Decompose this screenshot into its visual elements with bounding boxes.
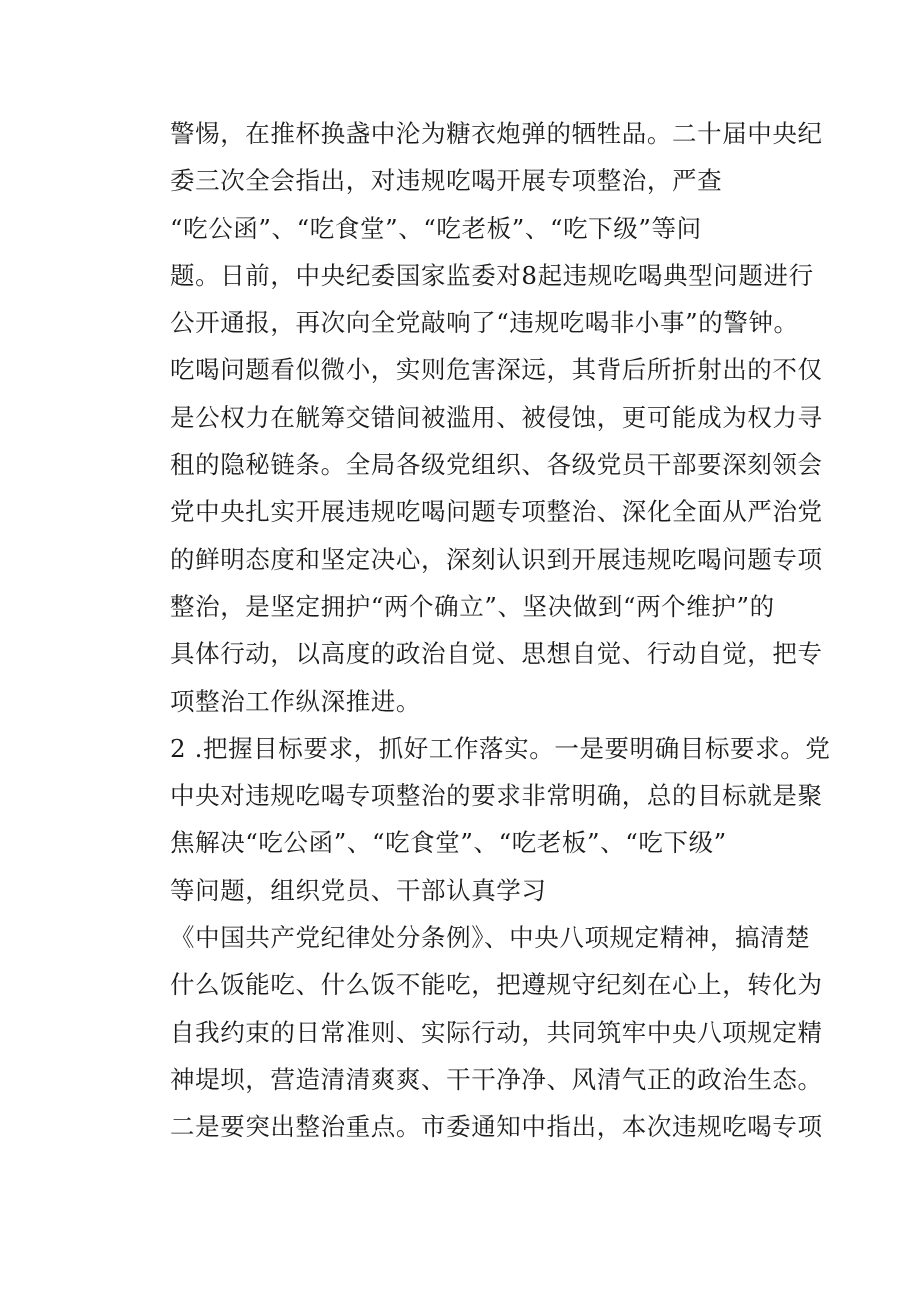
text-line: 整治，是坚定拥护“两个确立”、坚决做到“两个维护”的: [170, 591, 775, 621]
text-line: 的鲜明态度和坚定决心，深刻认识到开展违规吃喝问题专项: [170, 544, 823, 574]
text-line: 等问题，组织党员、干部认真学习: [170, 875, 547, 905]
text-line: 委三次全会指出，对违规吃喝开展专项整治，严查: [170, 166, 723, 196]
text-line: 2 .把握目标要求，抓好工作落实。一是要明确目标要求。党: [170, 733, 831, 763]
text-line: 《中国共产党纪律处分条例》、中央八项规定精神，搞清楚: [170, 923, 811, 953]
text-line: “吃公函”、“吃食堂”、“吃老板”、“吃下级”等问: [170, 213, 702, 243]
text-line: 自我约束的日常准则、实际行动，共同筑牢中央八项规定精: [170, 1017, 823, 1047]
text-line: 二是要突出整治重点。市委通知中指出，本次违规吃喝专项: [170, 1112, 823, 1142]
text-line: 什么饭能吃、什么饭不能吃，把遵规守纪刻在心上，转化为: [170, 970, 823, 1000]
text-line: 党中央扎实开展违规吃喝问题专项整治、深化全面从严治党: [170, 497, 823, 527]
text-line: 警惕，在推杯换盏中沦为糖衣炮弹的牺牲品。二十届中央纪: [170, 119, 823, 148]
text-line: 神堤坝，营造清清爽爽、干干净净、风清气正的政治生态。: [170, 1064, 823, 1094]
text-line: 具体行动，以高度的政治自觉、思想自觉、行动自觉，把专: [170, 639, 823, 669]
text-line: 是公权力在觥筹交错间被滥用、被侵蚀，更可能成为权力寻: [170, 402, 823, 432]
body-text: [170, 110, 831, 1151]
text-line: 焦解决“吃公函”、“吃食堂”、“吃老板”、“吃下级”: [170, 828, 727, 858]
text-line: 公开通报，再次向全党敲响了“违规吃喝非小事”的警钟。: [170, 308, 799, 338]
text-line: 租的隐秘链条。全局各级党组织、各级党员干部要深刻领会: [170, 450, 823, 480]
text-line: 题。日前，中央纪委国家监委对8起违规吃喝典型问题进行: [170, 260, 814, 290]
text-line: 吃喝问题看似微小，实则危害深远，其背后所折射出的不仅: [170, 355, 823, 385]
text-line: 项整治工作纵深推进。: [170, 686, 421, 716]
text-line: 中央对违规吃喝专项整治的要求非常明确，总的目标就是聚: [170, 781, 823, 811]
